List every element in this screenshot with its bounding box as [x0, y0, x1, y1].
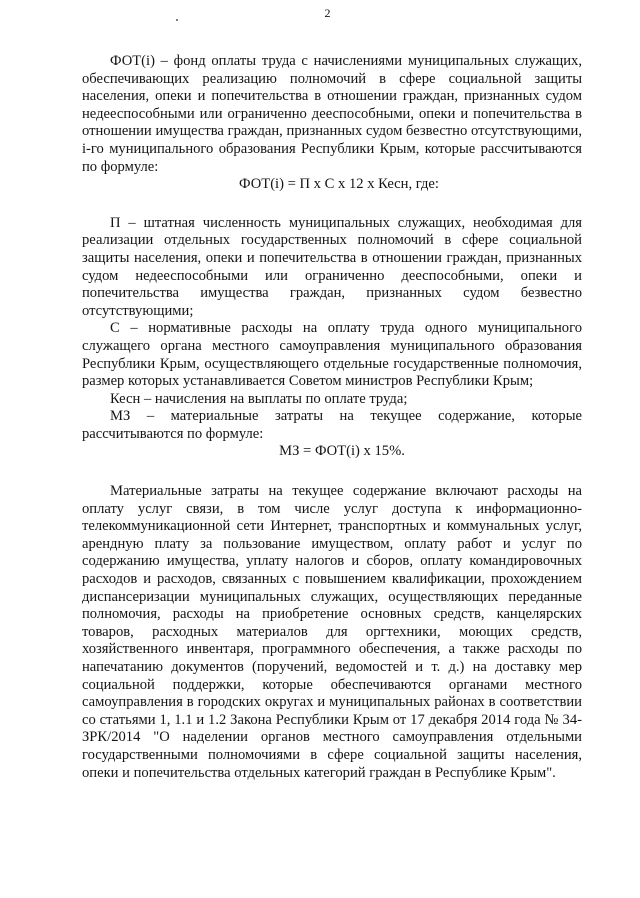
page-number: 2 — [324, 6, 331, 20]
spacer — [82, 461, 582, 483]
material-costs-paragraph: Материальные затраты на текущее содержание включают расходы на оплату услуг связи, в том числе услуг доступа к информационно-телекоммуникационной сети Интернет, транспортных и коммунальных услуг, арендную плату за пользование имуществом, оплату работ и услуг по содержанию имущества, уплату налогов и сборов, оплату командировочных расходов и расходов, связанных с повышением квалификации, прохождением диспансеризации муниципальных служащих, осуществляющих переданные полномочия, расходы на приобретение основных средств, канцелярских товаров, расходных материалов для оргтехники, моющих средств, хозяйственного инвентаря, программного обеспечения, а также расходы по напечатанию документов (поручений, ведомостей и т. д.) на доставку мер социальной поддержки, которые обеспечиваются органами местного самоуправления в городских округах и муниципальных районах в соответствии со статьями 1, 1.1 и 1.2 Закона Республики Крым от 17 декабря 2014 года № 34-ЗРК/2014 "О наделении органов местного самоуправления отдельными государственными полномочиями в сфере социальной защиты населения, опеки и попечительства отдельных категорий граждан в Республике Крым". — [82, 483, 582, 781]
kesn-definition-paragraph: Кесн – начисления на выплаты по оплате труда; — [110, 390, 408, 407]
mz-formula: МЗ = ФОТ(i) х 15%. — [279, 443, 405, 460]
fot-definition-paragraph: ФОТ(i) – фонд оплаты труда с начислениями муниципальных служащих, обеспечивающих реализацию полномочий в сфере социальной защиты населения, опеки и попечительства в отношении граждан, признанных судом недееспособными или ограниченно дееспособными, опеки и попечительства в отношении имущества граждан, признанных судом безвестно отсутствующими, i-го муниципального образования Республики Крым, которые рассчитываются по формуле: — [82, 53, 582, 175]
p-definition-paragraph: П – штатная численность муниципальных служащих, необходимая для реализации отдельных государственных полномочий в сфере социальной защиты населения, опеки и попечительства в отношении граждан, признанных судом недееспособными или ограниченно дееспособными, опеки и попечительства имущества граждан, признанных судом безвестно отсутствующими; — [82, 214, 582, 319]
spacer — [82, 194, 582, 215]
fot-formula: ФОТ(i) = П х С х 12 х Кесн, где: — [239, 176, 439, 193]
c-definition-paragraph: С – нормативные расходы на оплату труда одного муниципального служащего органа местного самоуправления муниципального образования Республики Крым, осуществляющего отдельные государственные полномочия, размер которых устанавливается Советом министров Республики Крым; — [82, 320, 582, 390]
document-body — [82, 53, 582, 782]
scan-speck — [176, 19, 178, 21]
mz-definition-paragraph: МЗ – материальные затраты на текущее содержание, которые рассчитываются по формуле: — [82, 408, 582, 442]
